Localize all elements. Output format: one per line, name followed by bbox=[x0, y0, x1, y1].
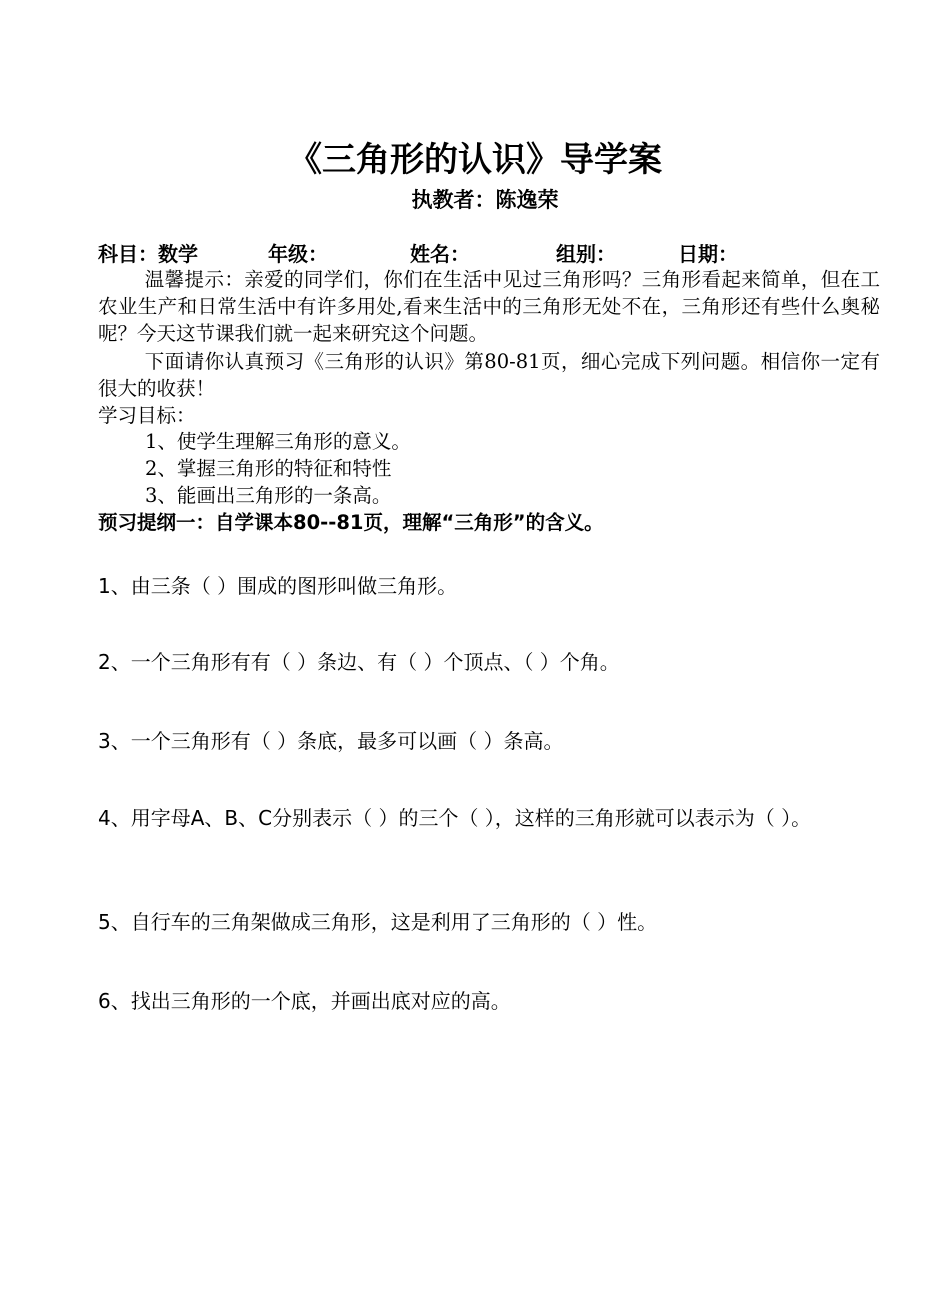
grade-field: 年级： bbox=[268, 242, 328, 266]
goals-heading: 学习目标： bbox=[98, 404, 196, 427]
question-item: 5、自行车的三角架做成三角形，这是利用了三角形的（ ）性。 bbox=[98, 910, 658, 934]
goal-item: 1、使学生理解三角形的意义。 bbox=[145, 430, 411, 453]
question-item: 4、用字母A、B、C分别表示（ ）的三个（ ），这样的三角形就可以表示为（ ）。 bbox=[98, 806, 812, 830]
goal-item: 2、掌握三角形的特征和特性 bbox=[145, 457, 392, 480]
question-item: 1、由三条（ ）围成的图形叫做三角形。 bbox=[98, 574, 458, 598]
question-item: 2、一个三角形有有（ ）条边、有（ ）个顶点、（ ）个角。 bbox=[98, 650, 620, 674]
question-item: 3、一个三角形有（ ）条底，最多可以画（ ）条高。 bbox=[98, 729, 564, 753]
intro-paragraph-preview: 下面请你认真预习《三角形的认识》第80-81页，细心完成下列问题。相信你一定有很大的收获！ bbox=[98, 350, 880, 400]
author-line: 执教者：陈逸荣 bbox=[411, 188, 559, 212]
page-title: 《三角形的认识》导学案 bbox=[288, 140, 662, 180]
question-item: 6、找出三角形的一个底，并画出底对应的高。 bbox=[98, 989, 511, 1013]
outline-heading: 预习提纲一：自学课本80--81页，理解“三角形”的含义。 bbox=[98, 511, 604, 534]
goal-item: 3、能画出三角形的一条高。 bbox=[145, 484, 392, 507]
group-field: 组别： bbox=[556, 242, 616, 266]
date-field: 日期： bbox=[678, 242, 738, 266]
subject-field: 科目：数学 bbox=[98, 242, 198, 266]
info-line bbox=[98, 240, 878, 268]
name-field: 姓名： bbox=[410, 242, 470, 266]
intro-paragraph-tip: 温馨提示：亲爱的同学们，你们在生活中见过三角形吗？三角形看起来简单，但在工农业生产和日常生活中有许多用处,看来生活中的三角形无处不在，三角形还有些什么奥秘呢？今天这节课我们就一起来研究这个问题。 bbox=[98, 268, 880, 345]
